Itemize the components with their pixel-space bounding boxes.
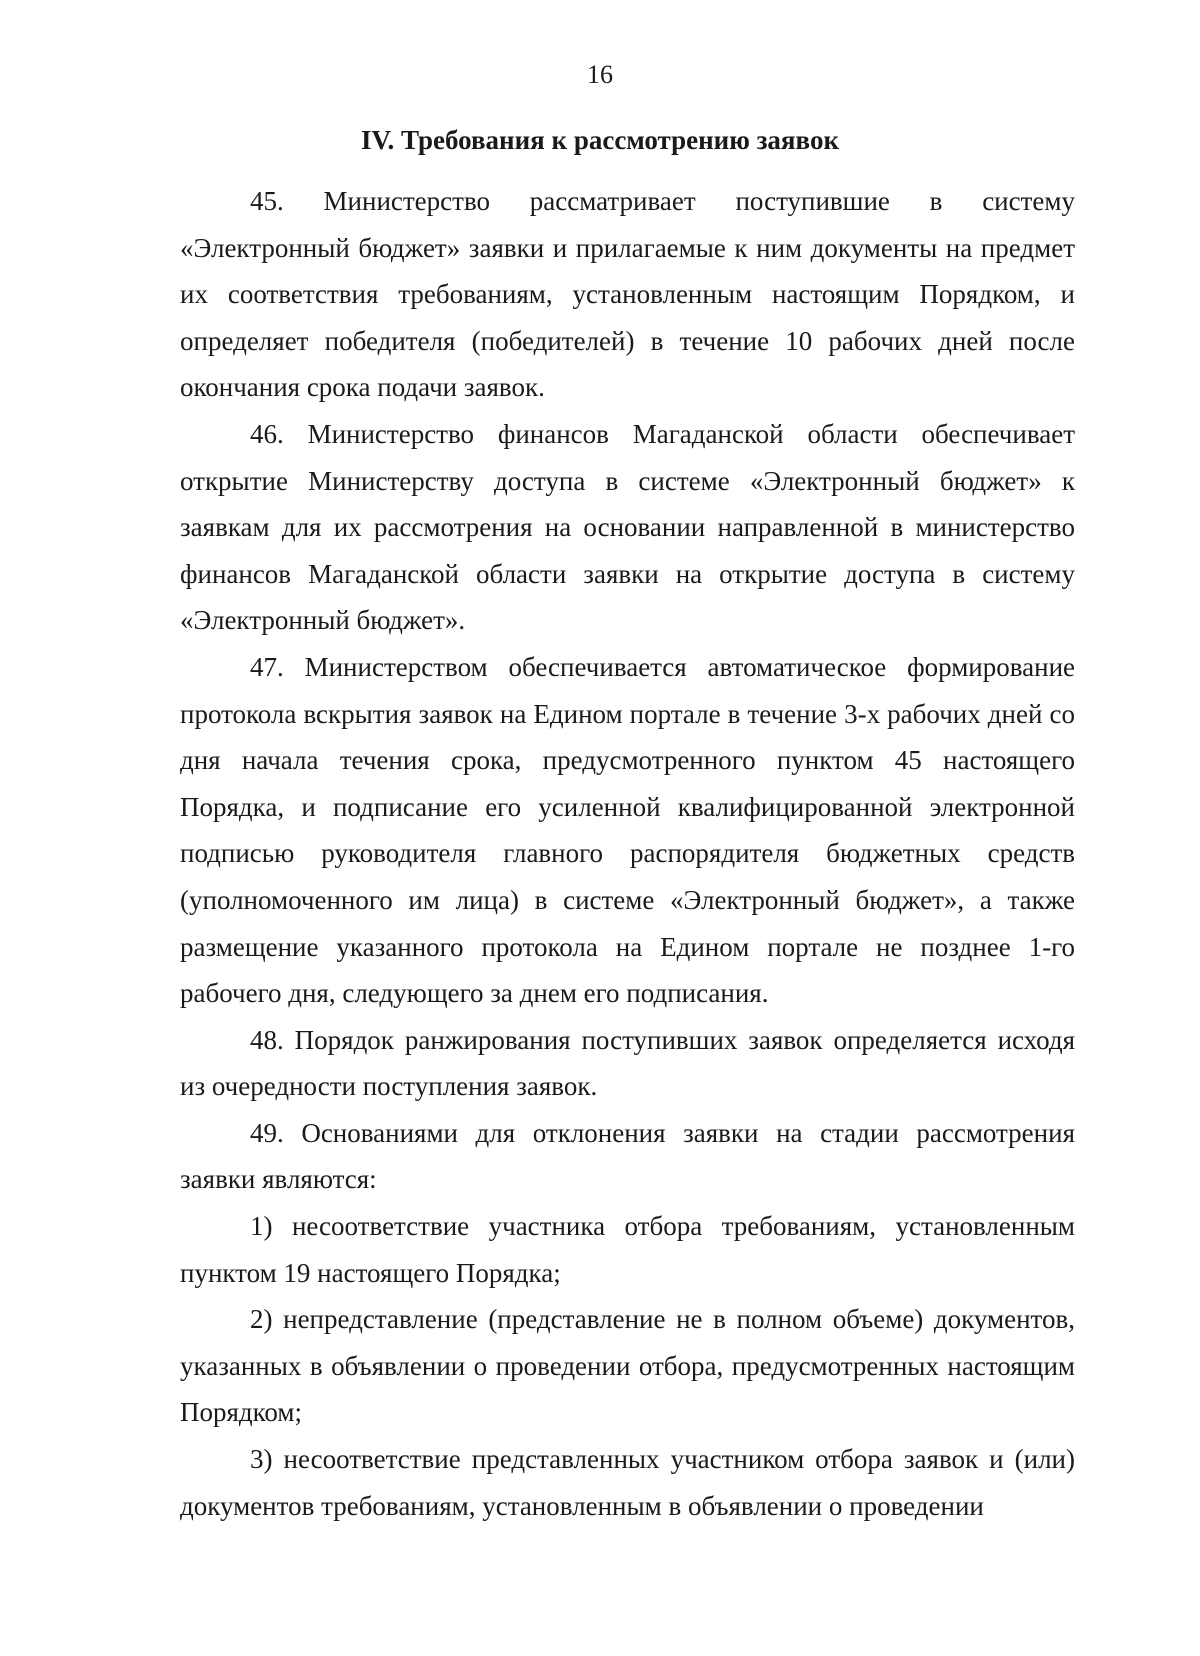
list-item-2: 2) непредставление (представление не в полном объеме) документов, указанных в объявлении о проведении отбора, предусмотренных настоящим Порядком; <box>180 1304 1075 1428</box>
list-item-3: 3) несоответствие представленных участником отбора заявок и (или) документов требованиям, установленным в объявлении о проведении <box>180 1444 1075 1521</box>
paragraph-45: 45. Министерство рассматривает поступившие в систему «Электронный бюджет» заявки и прилагаемые к ним документы на предмет их соответствия требованиям, установленным настоящим Порядком, и определяет победителя (победителей) в течение 10 рабочих дней после окончания срока подачи заявок. <box>180 186 1075 403</box>
paragraph-49: 49. Основаниями для отклонения заявки на стадии рассмотрения заявки являются: <box>180 1117 1075 1195</box>
section-heading: IV. Требования к рассмотрению заявок <box>361 125 839 155</box>
paragraph-46: 46. Министерство финансов Магаданской области обеспечивает открытие Министерству доступа в системе «Электронный бюджет» к заявкам для их рассмотрения на основании направленной в министерство финансов Магаданской области заявки на открытие доступа в систему «Электронный бюджет». <box>180 418 1075 636</box>
paragraph-47: 47. Министерством обеспечивается автоматическое формирование протокола вскрытия заявок на Едином портале в течение 3-х рабочих дней со дня начала течения срока, предусмотренного пунктом 45 настоящего Порядка, и подписание его усиленной квалифицированной электронной подписью руководителя главного распорядителя бюджетных средств (уполномоченного им лица) в системе «Электронный бюджет», а также размещение указанного протокола на Едином портале не позднее 1-го рабочего дня, следующего за днем его подписания. <box>180 651 1075 1009</box>
list-item-1: 1) несоответствие участника отбора требованиям, установленным пунктом 19 настоящего Порядка; <box>180 1211 1075 1288</box>
paragraph-48: 48. Порядок ранжирования поступивших заявок определяется исходя из очередности поступления заявок. <box>180 1024 1075 1102</box>
page-number: 16 <box>587 60 613 89</box>
document-body <box>180 178 1075 1529</box>
